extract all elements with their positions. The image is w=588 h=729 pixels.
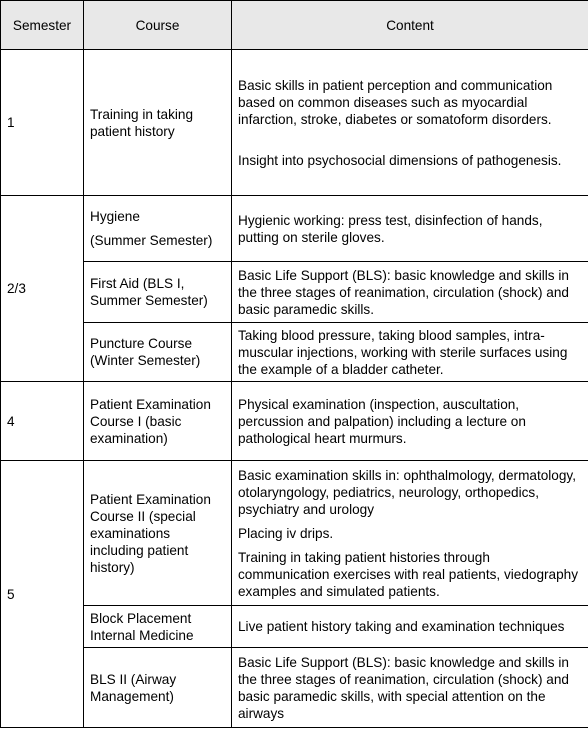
content-cell: Basic Life Support (BLS): basic knowledge and skills in the three stages of reanimation, circulation (shock) and basic paramedic skills, with special attention on the airways xyxy=(232,648,588,728)
content-cell: Live patient history taking and examination techniques xyxy=(232,606,588,648)
course-cell: Patient Examination Course II (special examinations including patient history) xyxy=(84,461,232,606)
header-semester: Semester xyxy=(1,1,84,50)
table-row xyxy=(1,196,588,262)
content-cell: Basic Life Support (BLS): basic knowledge and skills in the three stages of reanimation, circulation (shock) and basic paramedic skills. xyxy=(232,262,588,323)
semester-cell: 1 xyxy=(1,50,84,196)
content-cell: Taking blood pressure, taking blood samples, intra-muscular injections, working with sterile surfaces using the example of a bladder catheter. xyxy=(232,323,588,382)
course-cell: Training in taking patient history xyxy=(84,50,232,196)
header-course: Course xyxy=(84,1,232,50)
semester-cell: 2/3 xyxy=(1,196,84,382)
content-cell xyxy=(232,461,588,606)
course-cell: Patient Examination Course I (basic examination) xyxy=(84,382,232,461)
course-cell: Block Placement Internal Medicine xyxy=(84,606,232,648)
course-cell: First Aid (BLS I, Summer Semester) xyxy=(84,262,232,323)
content-cell: Hygienic working: press test, disinfection of hands, putting on sterile gloves. xyxy=(232,196,588,262)
content-line: Training in taking patient histories through communication exercises with real patients, viedography examples and simulated patients. xyxy=(238,549,579,599)
content-cell xyxy=(232,50,588,196)
content-line: Basic examination skills in: ophthalmology, dermatology, otolaryngology, pediatrics, neurology, orthopedics, psychiatry and urology xyxy=(238,467,576,517)
table-row xyxy=(1,262,588,323)
semester-cell: 5 xyxy=(1,461,84,728)
content-line: Basic skills in patient perception and communication based on common diseases such as myocardial infarction, stroke, diabetes or somatoform disorders. xyxy=(238,77,553,127)
course-title: Hygiene xyxy=(90,209,140,224)
content-cell: Physical examination (inspection, auscultation, percussion and palpation) including a lecture on pathological heart murmurs. xyxy=(232,382,588,461)
table-row xyxy=(1,461,588,606)
course-cell: Puncture Course (Winter Semester) xyxy=(84,323,232,382)
table-row xyxy=(1,323,588,382)
course-note: (Summer Semester) xyxy=(90,233,213,248)
header-content: Content xyxy=(232,1,588,50)
semester-cell: 4 xyxy=(1,382,84,461)
table-row xyxy=(1,648,588,728)
course-cell xyxy=(84,196,232,262)
table-row xyxy=(1,606,588,648)
table-row xyxy=(1,50,588,196)
header-row xyxy=(1,1,588,50)
table-row xyxy=(1,382,588,461)
content-line: Placing iv drips. xyxy=(238,525,334,541)
course-cell: BLS II (Airway Management) xyxy=(84,648,232,728)
content-line: Insight into psychosocial dimensions of pathogenesis. xyxy=(238,152,562,168)
